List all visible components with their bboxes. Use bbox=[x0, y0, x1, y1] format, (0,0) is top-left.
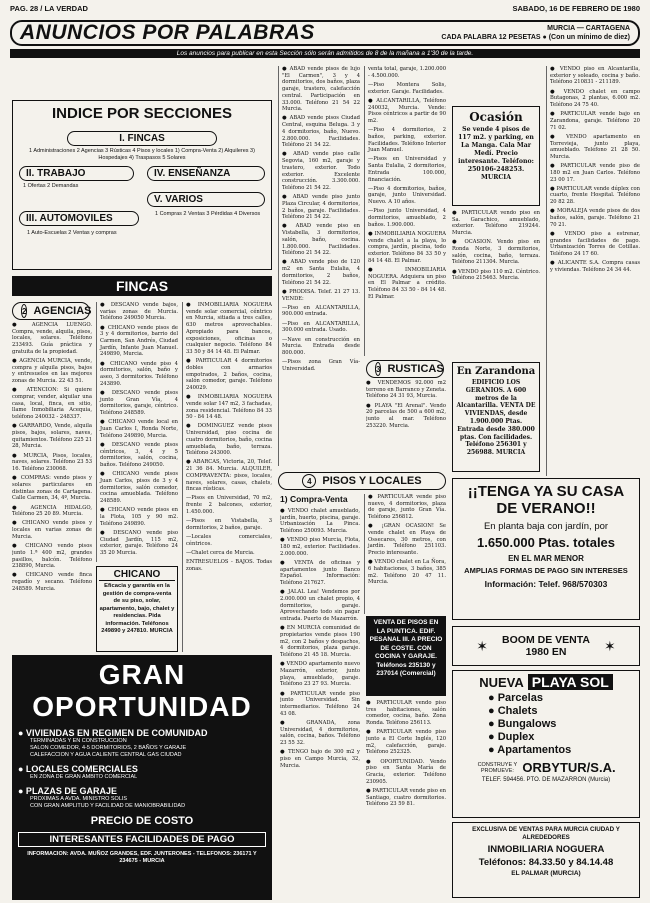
classified-ad: ● ABAD vende pisos Ciudad Central, esquina Beluga. 3 y 4 dormitorios, baño, Nuevo. 2.800.000. Facilidades. Teléfono 21 54 22. bbox=[282, 115, 360, 149]
classified-ad: ● VENDO piso a estrenar, grandes facilidades de pago. Urbanización Torres de Cotillas. Teléfono 24 17 60. bbox=[550, 230, 640, 258]
venta-pisos-ad bbox=[366, 616, 446, 696]
classified-ad: —Piso 4 dormitorios, 2 baños, parking, exterior. Facilidades. Teléfono Interior Juan Manuel. bbox=[368, 127, 446, 154]
classified-ad: ● VENDO chalet amueblado, jardín, huerto, piscina, garaje. Urbanización La Pinca. Teléfono 250093. Murcia. bbox=[280, 508, 360, 535]
classified-ad: ● AGENCIA MURCIA, vende, compra y alquila pisos, bajos y entresuelos en las mejores zonas de Murcia. 22 43 51. bbox=[12, 358, 92, 385]
boom-ad bbox=[452, 626, 640, 666]
ads-column-5c bbox=[366, 700, 446, 898]
fincas-bar bbox=[12, 276, 272, 296]
classified-ad: ● PARTICULAR vendo piso tres habitaciones, salón comedor, cocina, baño. Zona Ronda. Teléfono 256113. bbox=[366, 700, 446, 727]
classified-ad: ● INMOBILIARIA NOGUERA vende solar 147 m2, 3 fachadas, zona residencial. Teléfono 84 33 50 - 84 14 48. bbox=[186, 394, 272, 421]
verano-line1: En planta baja con jardín, por bbox=[483, 521, 609, 532]
verano-line2: EN EL MAR MENOR bbox=[508, 554, 584, 563]
classified-ad: ● ALCANTARILLA, Teléfono 240032, Murcia. Vende: Pisos céntricos a partir de 90 m2. bbox=[368, 97, 446, 124]
index-title: INDICE POR SECCIONES bbox=[51, 105, 233, 122]
classified-ad: venta total, garaje, 1.200.000 - 4.500.000. bbox=[368, 66, 446, 79]
gran-heading-5: INTERESANTES FACILIDADES DE PAGO bbox=[18, 832, 266, 847]
nueva-item: ● Apartamentos bbox=[488, 744, 572, 756]
classified-ad: ● ABAD vende piso de 120 m2 en Santa Eulalia, 4 dormitorios, 2 baños, Teléfono 21 54 22. bbox=[282, 259, 360, 286]
compraventa-title: Compra-Venta bbox=[289, 494, 348, 504]
classified-ad: —Pisos en Vistabella, 3 dormitorios, 2 baños, garaje. bbox=[186, 518, 272, 531]
zarandona-title: En Zarandona bbox=[456, 366, 536, 377]
noguera-place: EL PALMAR (MURCIA) bbox=[511, 870, 581, 877]
classified-ad: ● ¡GRAN OCASION! Se vende chalet en Playa de Ossecares, 30 metros, con jardín. Teléfono 251103. Precio interesante. bbox=[368, 523, 446, 557]
venta-pisos-text: VENTA DE PISOS EN LA PUNTICA. EDIF. PESANAL III. A PRECIO DE COSTE. CON COCINA Y GARAJE. Teléfonos 235130 y 237014 (Comercial) bbox=[369, 619, 443, 677]
classified-ad: ● ABAD vende piso en Vistabella, 3 dormitorios, salón, baño, cocina. 1.800.000. Facilidades. Teléfono 21 54 22. bbox=[282, 223, 360, 257]
nueva-phone: TELEF. 594456. PTO. DE MAZARRON (Murcia) bbox=[481, 777, 611, 783]
verano-title: ¡¡TENGA YA SU CASA DE VERANO!! bbox=[467, 483, 625, 517]
noguera-name: INMOBILIARIA NOGUERA bbox=[487, 844, 605, 855]
pisos-title: PISOS Y LOCALES bbox=[322, 475, 422, 487]
gran-heading-1: ● VIVIENDAS EN REGIMEN DE COMUNIDAD bbox=[18, 728, 208, 738]
gran-line: PROXIMAS A AVDA. MINISTRO SOLIS bbox=[30, 796, 128, 802]
classified-ad: —Piso en ALCANTARILLA, 900.000 entrada. bbox=[282, 304, 360, 318]
classified-ad: ● CHICANO vende piso 4 dormitorios, salón, baño y aseo, 3 dormitorios. Teléfono 243890. bbox=[100, 360, 178, 387]
ocasion-title: Ocasión bbox=[469, 110, 523, 124]
classified-ad: ● CHICANO vende local en Juan Carlos I, Ronda Norte, Teléfono 249890, Murcia. bbox=[100, 419, 178, 439]
nueva-item: ● Chalets bbox=[488, 705, 538, 717]
construye-label: CONSTRUYE Y PROMUEVE: bbox=[477, 761, 518, 774]
classified-ad: ● GARRARDO, Vende, alquila pisos, bajos, solares, naves, quitamientos. Teléfono 225 21 28, Murcia. bbox=[12, 423, 92, 450]
classified-ad: ● ABARCAS, Victoria, 20, Telef. 21 36 84. Murcia. ALQUILER, COMPRAVENTA: pisos, locales, naves, solares, casas, chalets, fincas rústicas. bbox=[186, 459, 272, 493]
classified-ad: —Chalet cerca de Murcia. bbox=[186, 549, 255, 556]
classified-ad: ● CHICANO vende pisos de 3 y 4 dormitorios, barrio del Carmen, San Andrés, Ciudad Jardín, Infante Juan Manuel. 249890, Murcia. bbox=[100, 324, 178, 358]
hours-strip: Los anuncios para publicar en esta Sección sólo serán admitidos de 8 de la mañana a 1'30 de la tarde. bbox=[10, 49, 640, 58]
index-trabajo: II. TRABAJO bbox=[19, 166, 134, 181]
index-varios-items: 1 Compras 2 Ventas 3 Pérdidas 4 Diversos bbox=[155, 211, 261, 217]
zarandona-body: EDIFICIO LOS GERANIOS. A 600 metros de la Alcantarilla. VENTA DE VIVIENDAS, desde 1.900.000 Ptas. Entrada desde 380.000 ptas. Con facilidades. Teléfono 256301 y 256988. MURCIA bbox=[456, 379, 536, 457]
classified-ad: ● DESCANO vende pisos céntricos, 3, 4 y 5 dormitorios, salón, cocina, baños. Teléfono 249050. bbox=[100, 441, 178, 468]
classified-ad: ● TENGO bajo de 300 m2 y piso en Campo Murcia, 32, Murcia. bbox=[280, 749, 360, 769]
classified-ad: ● AGENCIA LUENGO. Compra, vende, alquila, pisos, locales, solares. Teléfono 233493. Guía práctica y gratuita de la propiedad. bbox=[12, 322, 92, 355]
chicano-ad bbox=[96, 566, 178, 652]
classified-ad: ● EN MURCIA comunidad de propietarios vende pisos 190 m2, con 2 baños y despachos, 4 dormitorios, plaza garaje. Teléfono 21 45 18. Murcia. bbox=[280, 625, 360, 659]
agencias-title: AGENCIAS bbox=[33, 305, 92, 317]
classified-ad: ● CHICANO vende pisos en la Flota, 105 y 90 m2. Teléfono 249890. bbox=[100, 507, 178, 527]
banner-price: CADA PALABRA 12 PESETAS ● (Con un mínimo de diez) bbox=[441, 34, 630, 41]
classified-ad: ● VENDO apartamento en Torrevieja, junto playa, amueblado. Teléfono 21 28 50. Murcia. bbox=[550, 133, 640, 160]
section-index bbox=[12, 100, 272, 270]
classified-ad: ● CHICANO vende pisos Juan Carlos, pisos de 3 y 4 dormitorios, salón comedor, cocina amueblada. Teléfono 248589. bbox=[100, 471, 178, 504]
gran-heading-3: ● PLAZAS DE GARAJE bbox=[18, 786, 117, 796]
ads-column-4b bbox=[280, 508, 360, 898]
noguera-phones: Teléfonos: 84.33.50 y 84.14.48 bbox=[478, 857, 614, 868]
page-number: PAG. 28 / LA VERDAD bbox=[10, 4, 88, 13]
gran-info: INFORMACION: AVDA. MUÑOZ GRANDES, EDF. JUNTERONES - TELEFONOS: 236171 Y 234675 - MURCIA bbox=[27, 851, 257, 864]
ads-column-7 bbox=[546, 66, 640, 476]
issue-date: SABADO, 16 DE FEBRERO DE 1980 bbox=[512, 4, 640, 13]
rusticas-ads bbox=[366, 380, 446, 468]
classified-ad: ● VENDEMOS 92.000 m2 terreno en Barranco y Zeneta. Teléfono 24 31 93, Murcia. bbox=[366, 380, 446, 400]
classified-ad: ● PARTICULAR vende piso nuevo, 4 dormitorios, plaza de garaje, junto Gran Vía. Teléfono 256812. bbox=[368, 494, 446, 521]
classified-ad: ● VENDO apartamento nuevo Mazarrón, exterior, junto playa, amueblado, garaje. Teléfono 23 27 93. Murcia. bbox=[280, 661, 360, 688]
rusticas-number: 3 bbox=[375, 362, 381, 376]
classified-ad: ● MURCIA, Pisos, locales, naves, solares. Teléfono 23 53 16. Teléfono 230068. bbox=[12, 452, 92, 473]
classified-ad: ● VENTA de oficinas y apartamentos junto Banco Español. Información: Teléfono 217627. bbox=[280, 559, 360, 587]
classified-ad: —Locales comerciales, céntricos. bbox=[186, 534, 272, 547]
banner-region: MURCIA — CARTAGENA bbox=[547, 25, 630, 32]
star-icon: ✶ bbox=[476, 637, 488, 654]
nueva-playasol-ad bbox=[452, 670, 640, 818]
boom-text: BOOM DE VENTA 1980 EN bbox=[502, 634, 590, 658]
section-banner bbox=[10, 20, 640, 46]
nueva-item: ● Duplex bbox=[488, 731, 535, 743]
classified-ad: ● PRODISA. Telef. 21 27 13. VENDE: bbox=[282, 288, 360, 302]
star-icon: ✶ bbox=[604, 637, 616, 654]
index-fincas-items: 1 Administraciones 2 Agencias 3 Rústicas 4 Pisos y locales 1) Compra-Venta 2) Alquileres 3) Hospedajes 4) Traspasos 5 Solares bbox=[29, 148, 255, 161]
classified-ad: ● AGENCIA HIDALGO, Teléfono 25 20 89. Murcia. bbox=[12, 504, 92, 518]
classified-ad: ● PARTICULAR vende dúplex con cuarto, frente Hospital. Teléfono 20 82 28. bbox=[550, 185, 640, 206]
gran-title: GRAN OPORTUNIDAD bbox=[32, 659, 252, 722]
gran-line: EN ZONA DE GRAN AMBITO COMERCIAL bbox=[30, 774, 138, 780]
banner-info bbox=[441, 24, 630, 42]
classified-ad: —Pisos en Universidad, 70 m2, frente 2 balcones, exterior, 1.450.000. bbox=[186, 495, 272, 515]
index-fincas: I. FINCAS bbox=[67, 131, 217, 146]
classified-ad: ● PARTICULAR vende piso de 180 m2 en Juan Carlos. Teléfono 23 00 17. bbox=[550, 163, 640, 183]
chicano-title: CHICANO bbox=[99, 569, 175, 581]
playasol-logo: PLAYA SOL bbox=[528, 674, 613, 690]
ocasion-body: Se vende 4 pisos de 117 m2. y parking, en La Manga. Cala Mar Medí. Precio interesante. Teléfono: 250106-248253. MURCIA bbox=[458, 126, 534, 181]
classified-ad: ● VENDO piso Murcia, Flota, 180 m2, exterior. Facilidades. 2.000.000. bbox=[280, 537, 360, 557]
rusticas-header bbox=[366, 360, 444, 378]
ads-column-2 bbox=[96, 302, 178, 562]
gran-heading-4: PRECIO DE COSTO bbox=[90, 815, 194, 827]
classified-ad: ● INMOBILIARIA NOGUERA vende chalet a la playa, lo compra, jardín, piscina, todo exterior. Teléfono 84 33 50 y 84 14 48. El Palmar. bbox=[368, 230, 446, 264]
classified-ad: ● OPORTUNIDAD. Vendo piso en Santa María de Gracia, exterior. Teléfono 230905. bbox=[366, 758, 446, 785]
classified-ad: ● DESCANO vende bajos, varias zonas de Murcia. Teléfono 249050 Murcia. bbox=[100, 302, 178, 322]
banner-title: ANUNCIOS POR PALABRAS bbox=[20, 21, 315, 44]
verano-line3: AMPLIAS FORMAS DE PAGO SIN INTERESES bbox=[464, 566, 628, 575]
chicano-body: Eficacia y garantía en la gestión de compra-venta de su piso, solar, apartamento, bajo, chalet y residencias. Pida información. Teléfonos 249890 y 247810. MURCIA bbox=[99, 583, 175, 634]
classified-ad: ● ALICANTE S.A. Compra casas y viviendas. Teléfono 24 34 44. bbox=[550, 260, 640, 273]
gran-line: SALON COMEDOR, 4-5 DORMITORIOS, 2 BAÑOS Y GARAJE bbox=[30, 745, 187, 751]
classified-ad: —Piso Montera Solis, exterior. Garaje. Facilidades. bbox=[368, 81, 446, 95]
classified-ad: ENTRESUELOS - BAJOS. Todas zonas. bbox=[186, 559, 272, 572]
classified-ad: ● ATENCION: Si quiere comprar, vender, alquilar una casa, local, finca, en sitio, llame Inmobiliaria Acequia, teléfono 240032 - 248337. bbox=[12, 387, 92, 421]
classified-ad: ● ABAD vende piso calle Segovia, 160 m2, garaje y trastero, exterior. Todo exterior. Excelente construcción. 3.300.000. Teléfono 21 54 22. bbox=[282, 151, 360, 191]
fincas-bar-label: FINCAS bbox=[115, 278, 169, 294]
agencias-number: 2 bbox=[21, 304, 27, 318]
ads-column-5 bbox=[364, 66, 446, 356]
pisos-number: 4 bbox=[302, 474, 316, 488]
classified-ad: ● CHICANO vende pisos y locales en varias zonas de Murcia. bbox=[12, 520, 92, 540]
classified-ad: ● PARTICULAR vendo piso junto a El Corte Inglés, 120 m2, calefacción, garaje. Teléfono 252325. bbox=[366, 729, 446, 756]
ads-column-4 bbox=[278, 66, 360, 466]
gran-line: CALEFACCION Y AGUA CALIENTE CENTRAL GAS CIUDAD bbox=[30, 752, 182, 758]
classified-ad: ● VENDO piso en Alcantarilla, exterior y soleado, cocina y baño. Teléfono 210831 - 211189. bbox=[550, 66, 640, 86]
gran-heading-2: ● LOCALES COMERCIALES bbox=[18, 764, 138, 774]
classified-ad: ● ABAD vende piso junto Plaza Circular, 4 dormitorios, 2 baños, garaje. Facilidades. Teléfono 21 54 22. bbox=[282, 194, 360, 221]
classified-ad: —Pisos en Universidad y Santa Eulalia, 2 dormitorios, Entrada 100.000, financiación. bbox=[368, 156, 446, 183]
classified-ad: ● CHICANO vendo pisos junto 1.ª 400 m2, grandes pasillos, balcón. Teléfono 238890, Murcia. bbox=[12, 543, 92, 570]
classified-ad: ● OCASION. Vendo piso en Ronda Norte, 3 dormitorios, salón, cocina, baño, terraza. Teléfono 211304. Murcia. bbox=[452, 239, 540, 266]
classified-ad: ● MORALEJA vende pisos de dos baños, salón, garaje. Teléfono 21 70 21. bbox=[550, 208, 640, 228]
classified-ad: —Piso en ALCANTARILLA, 300.000 entrada. Usado. bbox=[282, 320, 360, 334]
compraventa-number: 1) bbox=[280, 494, 288, 504]
classified-ad: ● CHICANO vende finca regadío y secano. Teléfono 248589. Murcia. bbox=[12, 572, 92, 592]
classified-ad: ● ABAD vende pisos de lujo "El Carmen", 3 y 4 dormitorios, dos baños, plaza garaje, trastero, calefacción central. Participación en 33.000. Teléfono 21 54 22 Murcia. bbox=[282, 66, 360, 113]
classified-ad: ● GRANADA, zona Universidad, 4 dormitorios, salón, cocina, baños. Teléfono 23 55 32. bbox=[280, 719, 360, 746]
index-ensenanza: IV. ENSEÑANZA bbox=[147, 166, 265, 181]
classified-ad: —Piso 4 dormitorios, baños, garaje, junto Universidad. Nuevo. A 10 años. bbox=[368, 185, 446, 206]
masthead bbox=[10, 4, 640, 16]
index-trabajo-items: 1 Ofertas 2 Demandas bbox=[23, 183, 79, 189]
orbytur-logo: ORBYTUR/S.A. bbox=[522, 760, 616, 775]
zarandona-ad bbox=[452, 362, 540, 472]
classified-ad: ● VENDO chalet en campo Butagonas, 2 plantas, 6.000 m2. Teléfono 24 75 40. bbox=[550, 88, 640, 109]
classified-ad: ● INMOBILIARIA NOGUERA vende solar comercial, céntrico en Murcia, sitiada a tres calles, 630 metros aprovechables. Apropiado para bancos, exposiciones, oficinas o cualquier negocio. Teléfono 84 33 50 y 84 14 48. El Palmar. bbox=[186, 302, 272, 355]
agencias-header bbox=[12, 302, 90, 320]
classified-ad: —Piso junto Universidad, 4 dormitorios, amueblado, 2 baños. 1.900.000. bbox=[368, 208, 446, 228]
classified-ad: ● DESCANO vende piso Ciudad Jardín, 115 m2, exterior, garaje. Teléfono 24 35 20 Murcia. bbox=[100, 529, 178, 556]
ads-column-6 bbox=[452, 210, 540, 360]
nueva-item: ● Parcelas bbox=[488, 692, 543, 704]
verano-phone: Información: Telef. 968/570303 bbox=[484, 579, 608, 589]
classified-ad: ● PARTICULAR vende piso junto Universidad. Sin intermediarios. Teléfono 24 43 08. bbox=[280, 690, 360, 717]
classified-ad: ● PARTICULAR vende piso en Santiago, cuatro dormitorios. Teléfono 23 59 81. bbox=[366, 787, 446, 808]
ads-column-3 bbox=[182, 302, 272, 652]
classified-ad: ● PARTICULAR 4 dormitorios dobles con armarios empotrados, 2 baños, cocina, salón comedor, garaje. Teléfono 240029. bbox=[186, 358, 272, 391]
classified-ad: ● PARTICULAR vende bajo en Zarandona, garaje. Teléfono 20 71 02. bbox=[550, 111, 640, 131]
classified-ad: ● JALAL Lea! Vendemos por 2.000.000 un chalet propio, 4 dormitorios, garaje. Aprovechando todo sin pagar entrada. Puerto de Mazarrón. bbox=[280, 589, 360, 623]
classified-ad: —Pisos zona Gran Vía-Universidad. bbox=[282, 359, 360, 372]
pisos-locales-header bbox=[278, 472, 446, 490]
classified-ad: ● PLAYA "El Arenal". Vendo 20 parcelas de 500 a 600 m2, junto al mar. Teléfono 253220. Murcia. bbox=[366, 402, 446, 429]
index-automoviles-items: 1 Auto-Escuelas 2 Ventas y compras bbox=[27, 230, 117, 236]
ads-column-5b bbox=[364, 494, 446, 614]
ads-column-1 bbox=[12, 322, 92, 652]
ocasion-ad bbox=[452, 106, 540, 206]
noguera-ad bbox=[452, 822, 640, 898]
classified-ad: ● INMOBILIARIA NOGUERA. Adquiera un piso en El Palmar a crédito. Teléfono 84 33 50 - 84 14 48. El Palmar. bbox=[368, 266, 446, 300]
index-automoviles: III. AUTOMOVILES bbox=[19, 211, 139, 226]
gran-line: CON GRAN AMPLITUD Y FACILIDAD DE MANIOBRABILIDAD bbox=[30, 803, 186, 809]
classified-ad: —Nave en construcción en Murcia. Entrada desde 800.000. bbox=[282, 336, 360, 356]
verano-price: 1.650.000 Ptas. totales bbox=[476, 535, 616, 550]
compraventa-subheader bbox=[280, 494, 360, 504]
nueva-label: NUEVA bbox=[479, 674, 524, 690]
classified-ad: ● PARTICULAR vendo piso en Sa. Garachico, amueblado, exterior. Teléfono 219244. Murcia. bbox=[452, 210, 540, 237]
index-varios: V. VARIOS bbox=[147, 192, 265, 207]
classified-ad: ● VENDO chalet en La Ñora, 6 habitaciones, 3 baños, 385 m2. Teléfono 20 47 11. Murcia. bbox=[368, 559, 446, 586]
verano-ad bbox=[452, 478, 640, 620]
gran-line: TERMINADAS Y EN CONSTRUCCION bbox=[30, 738, 127, 744]
rusticas-title: RUSTICAS bbox=[387, 363, 444, 375]
classified-ad: ● DOMINGUEZ vende pisos Universidad, piso cocina de cuatro dormitorios, baño, cocina amueblada, baño, terraza. Teléfono 243000. bbox=[186, 423, 272, 457]
classified-ad: ● VENDO piso 110 m2. Céntrico. Teléfono 215463. Murcia. bbox=[452, 268, 540, 282]
gran-oportunidad-ad bbox=[12, 655, 272, 900]
nueva-item: ● Bungalows bbox=[488, 718, 557, 730]
noguera-line: EXCLUSIVA DE VENTAS PARA MURCIA CIUDAD Y ALREDEDORES bbox=[472, 826, 620, 841]
classified-ad: ● COMPRAS: vendo pisos y solares particulares en distintas zonas de Cartagena. Calle Carmen, 34, 4º, Murcia. bbox=[12, 475, 92, 502]
classified-ad: ● DESCANO vende pisos junto Gran Vía, 4 dormitorios, garaje, céntrico. Teléfono 248589. bbox=[100, 389, 178, 417]
